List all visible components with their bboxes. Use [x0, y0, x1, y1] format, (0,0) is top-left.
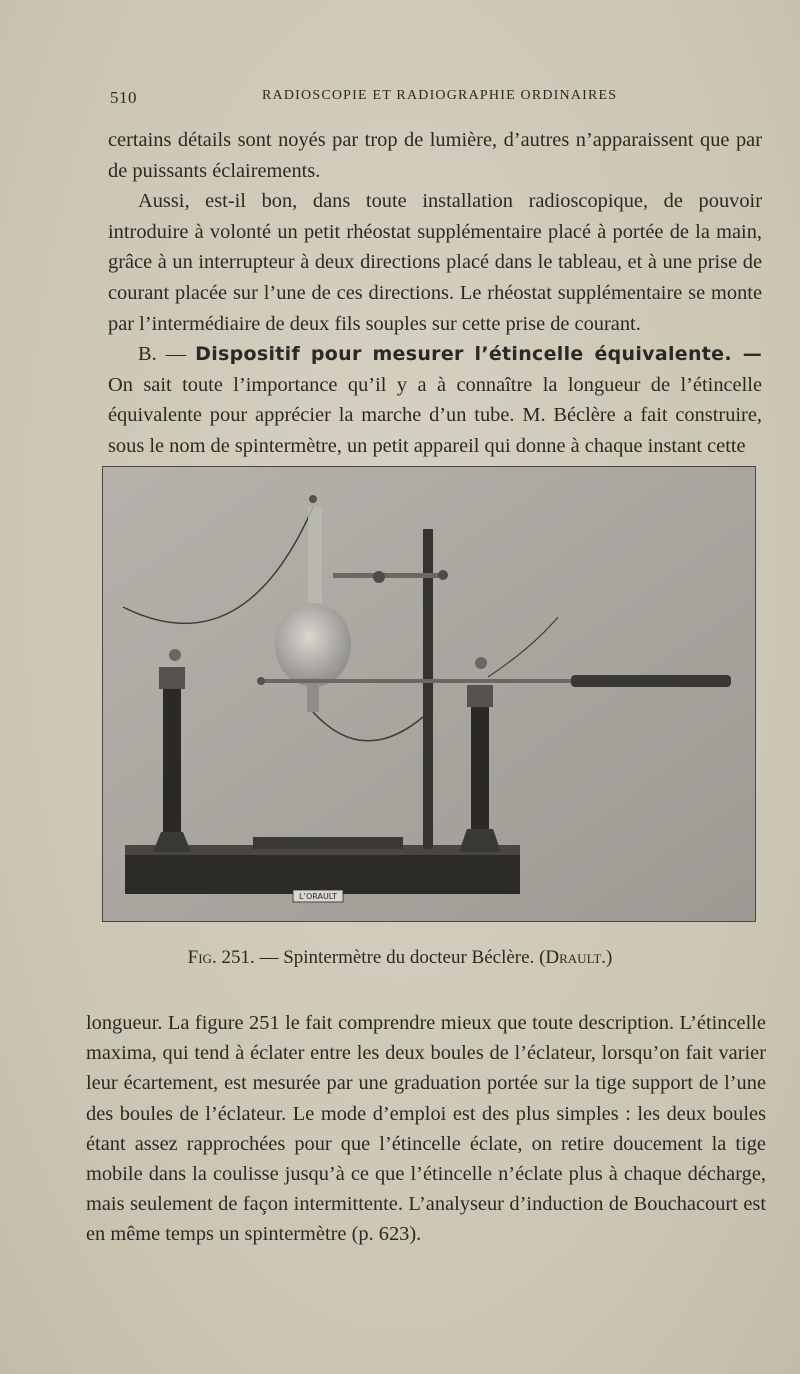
figure-251-photo — [102, 466, 756, 922]
tube-neck — [308, 507, 322, 617]
left-column — [163, 682, 181, 852]
paragraph-1: certains détails sont noyés par trop de lumière, d’autres n’apparaissent que par de puissants éclairements. — [108, 129, 762, 182]
paragraph-4: longueur. La figure 251 le fait comprendre mieux que toute description. L’étincelle maxima, qui tend à éclater entre les deux boules de l’éclateur, lorsqu’on fait varier leur écartement, est mesurée par une graduation portée sur la tige support de l’une des boules de l’éclateur. Le mode d’emploi est des plus simples : les deux boules étant assez rapprochées pour que l’étincelle éclate, on retire doucement la tige mobile dans la coulisse jusqu’à ce que l’étincelle n’éclate plus à chaque décharge, mais seulement de façon intermittente. L’analyseur d’induction de Bouchacourt est en même temps un spintermètre (p. 623). — [86, 1012, 766, 1246]
paragraph-2: Aussi, est-il bon, dans toute installation radioscopique, de pouvoir introduire à volonté un petit rhéostat supplémentaire placé à portée de la main, grâce à un interrupteur à deux directions placé dans le tableau, et à une prise de courant placée sur l’une de ces directions. Le rhéostat supplémentaire se monte par l’intermédiaire de deux fils souples sur cette prise de courant. — [108, 190, 762, 335]
plate-label: L’ORAULT — [298, 892, 338, 901]
tube-top-terminal — [309, 495, 317, 503]
section-title: Dispositif pour mesurer l’étincelle équivalente. — — [195, 343, 763, 366]
right-terminal-ball — [475, 657, 487, 669]
body-text-bottom — [86, 1008, 766, 1250]
upper-clamp-ball — [373, 571, 385, 583]
page-number: 510 — [110, 88, 137, 107]
graduated-sliding-rod — [571, 675, 731, 687]
figure-caption — [0, 947, 800, 969]
base-step — [253, 837, 403, 849]
left-terminal-ball — [169, 649, 181, 661]
paragraph-3 — [108, 339, 762, 461]
spark-gap-rod-left — [258, 679, 483, 683]
upper-crossbar — [333, 573, 443, 578]
tube-lower-neck — [307, 682, 319, 712]
running-head-title: RADIOSCOPIE ET RADIOGRAPHIE ORDINAIRES — [262, 88, 618, 103]
right-column-cap — [467, 685, 493, 707]
section-label: B. — — [138, 343, 187, 366]
spark-ball-left — [257, 677, 265, 685]
upper-clamp-knob — [438, 570, 448, 580]
caption-text: Spintermètre du docteur Béclère. — [283, 947, 535, 968]
x-ray-tube-bulb — [275, 603, 351, 687]
left-column-cap — [159, 667, 185, 689]
caption-prefix: Fig. 251. — — [187, 947, 279, 968]
spintermeter-illustration — [103, 467, 755, 921]
base-board — [125, 852, 520, 894]
body-text-top — [108, 125, 762, 462]
caption-credit: (Drault.) — [539, 947, 613, 968]
running-head — [110, 88, 670, 112]
spark-gap-rod-mid — [483, 679, 573, 683]
paragraph-3-text: On sait toute l’importance qu’il y a à connaître la longueur de l’étincelle équivalente pour apprécier la marche d’un tube. M. Béclère a fait construire, sous le nom de spintermètre, un petit appareil qui donne à chaque instant cette — [108, 373, 762, 457]
